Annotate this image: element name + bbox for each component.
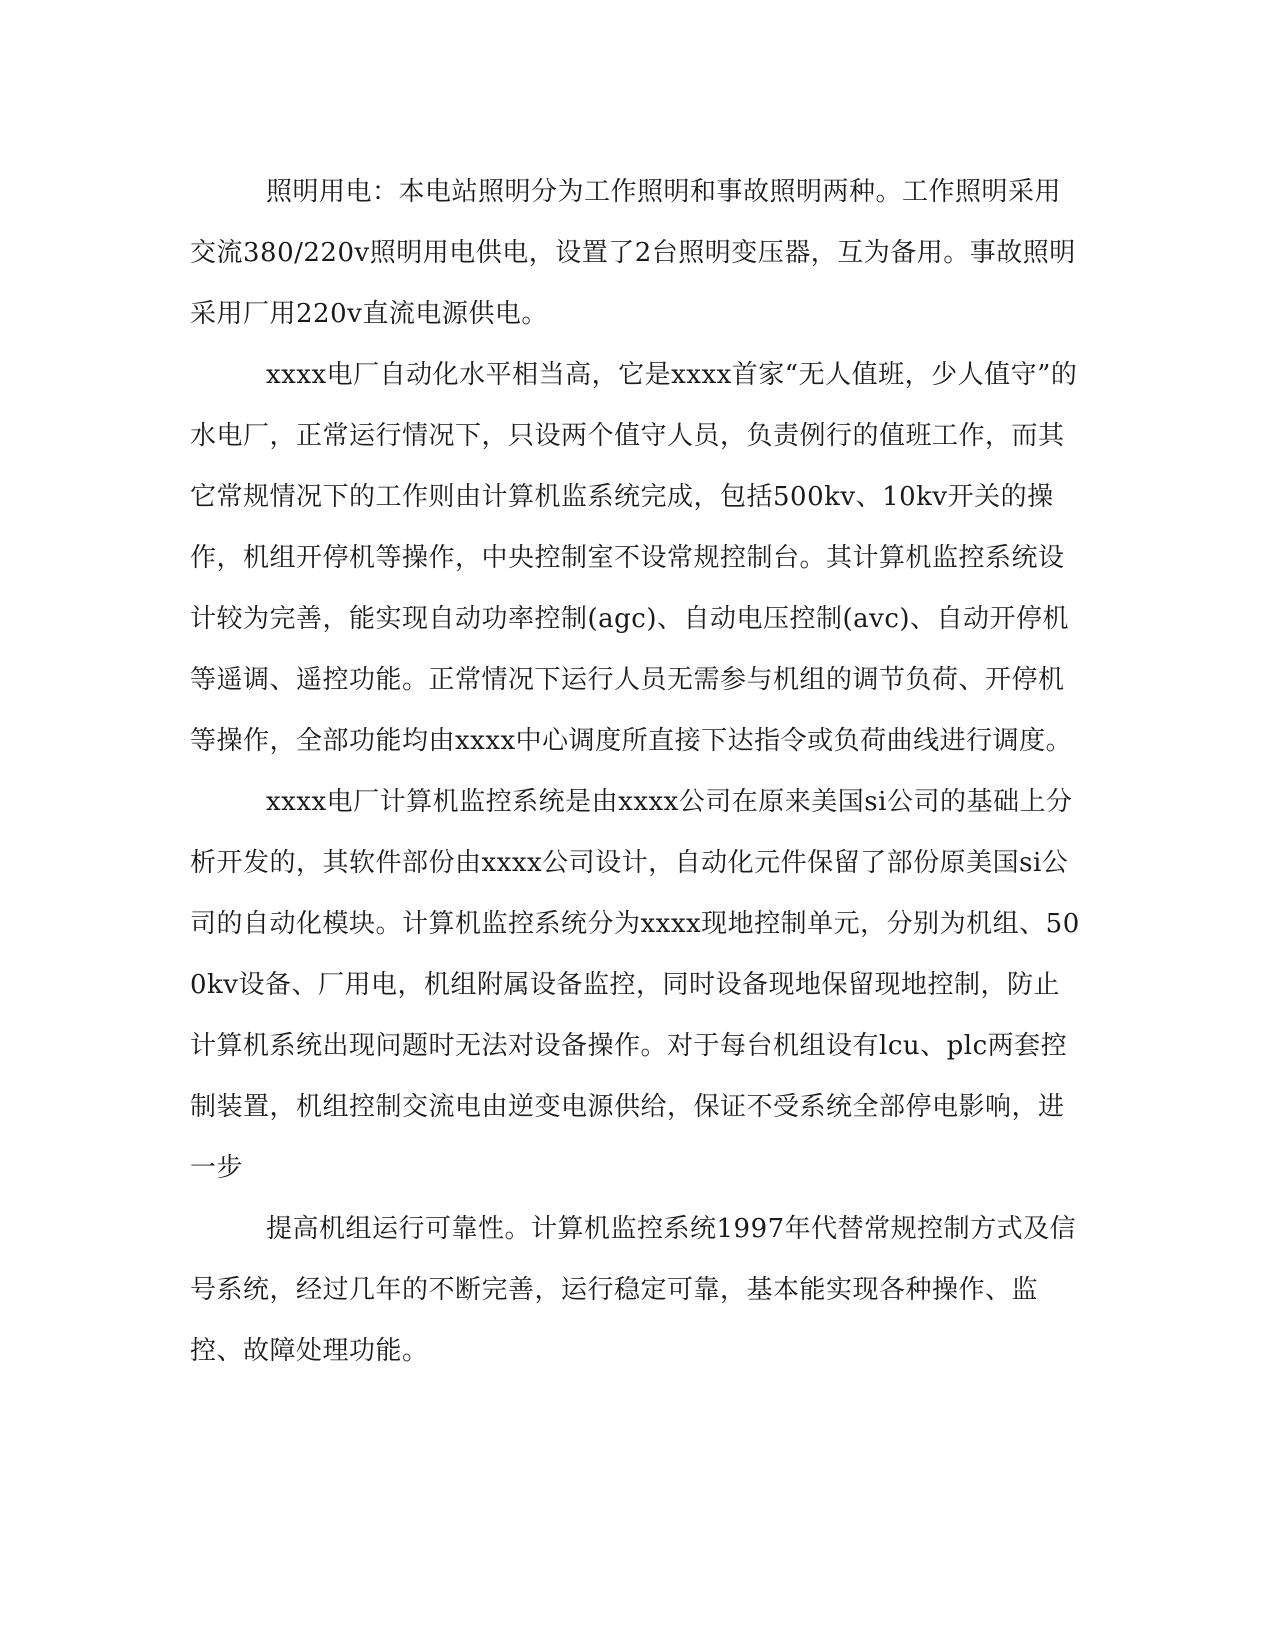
paragraph-monitoring-system: xxxx电厂计算机监控系统是由xxxx公司在原来美国si公司的基础上分析开发的，其软件部份由xxxx公司设计，自动化元件保留了部份原美国si公司的自动化模块。计算机监控系统分为xxxx现地控制单元，分别为机组、500kv设备、厂用电，机组附属设备监控，同时设备现地保留现地控制，防止计算机系统出现问题时无法对设备操作。对于每台机组设有lcu、plc两套控制装置，机组控制交流电由逆变电源供给，保证不受系统全部停电影响，进一步 (190, 787, 1080, 1183)
paragraph-lighting: 照明用电：本电站照明分为工作照明和事故照明两种。工作照明采用交流380/220v照明用电供电，设置了2台照明变压器，互为备用。事故照明采用厂用220v直流电源供电。 (190, 177, 1076, 329)
paragraph-reliability: 提高机组运行可靠性。计算机监控系统1997年代替常规控制方式及信号系统，经过几年的不断完善，运行稳定可靠，基本能实现各种操作、监控、故障处理功能。 (190, 1214, 1077, 1366)
paragraph-automation: xxxx电厂自动化水平相当高，它是xxxx首家“无人值班，少人值守”的水电厂，正常运行情况下，只设两个值守人员，负责例行的值班工作，而其它常规情况下的工作则由计算机监系统完成，包括500kv、10kv开关的操作，机组开停机等操作，中央控制室不设常规控制台。其计算机监控系统设计较为完善，能实现自动功率控制(agc)、自动电压控制(avc)、自动开停机等遥调、遥控功能。正常情况下运行人员无需参与机组的调节负荷、开停机等操作，全部功能均由xxxx中心调度所直接下达指令或负荷曲线进行调度。 (190, 360, 1078, 756)
document-body (190, 162, 1085, 1382)
